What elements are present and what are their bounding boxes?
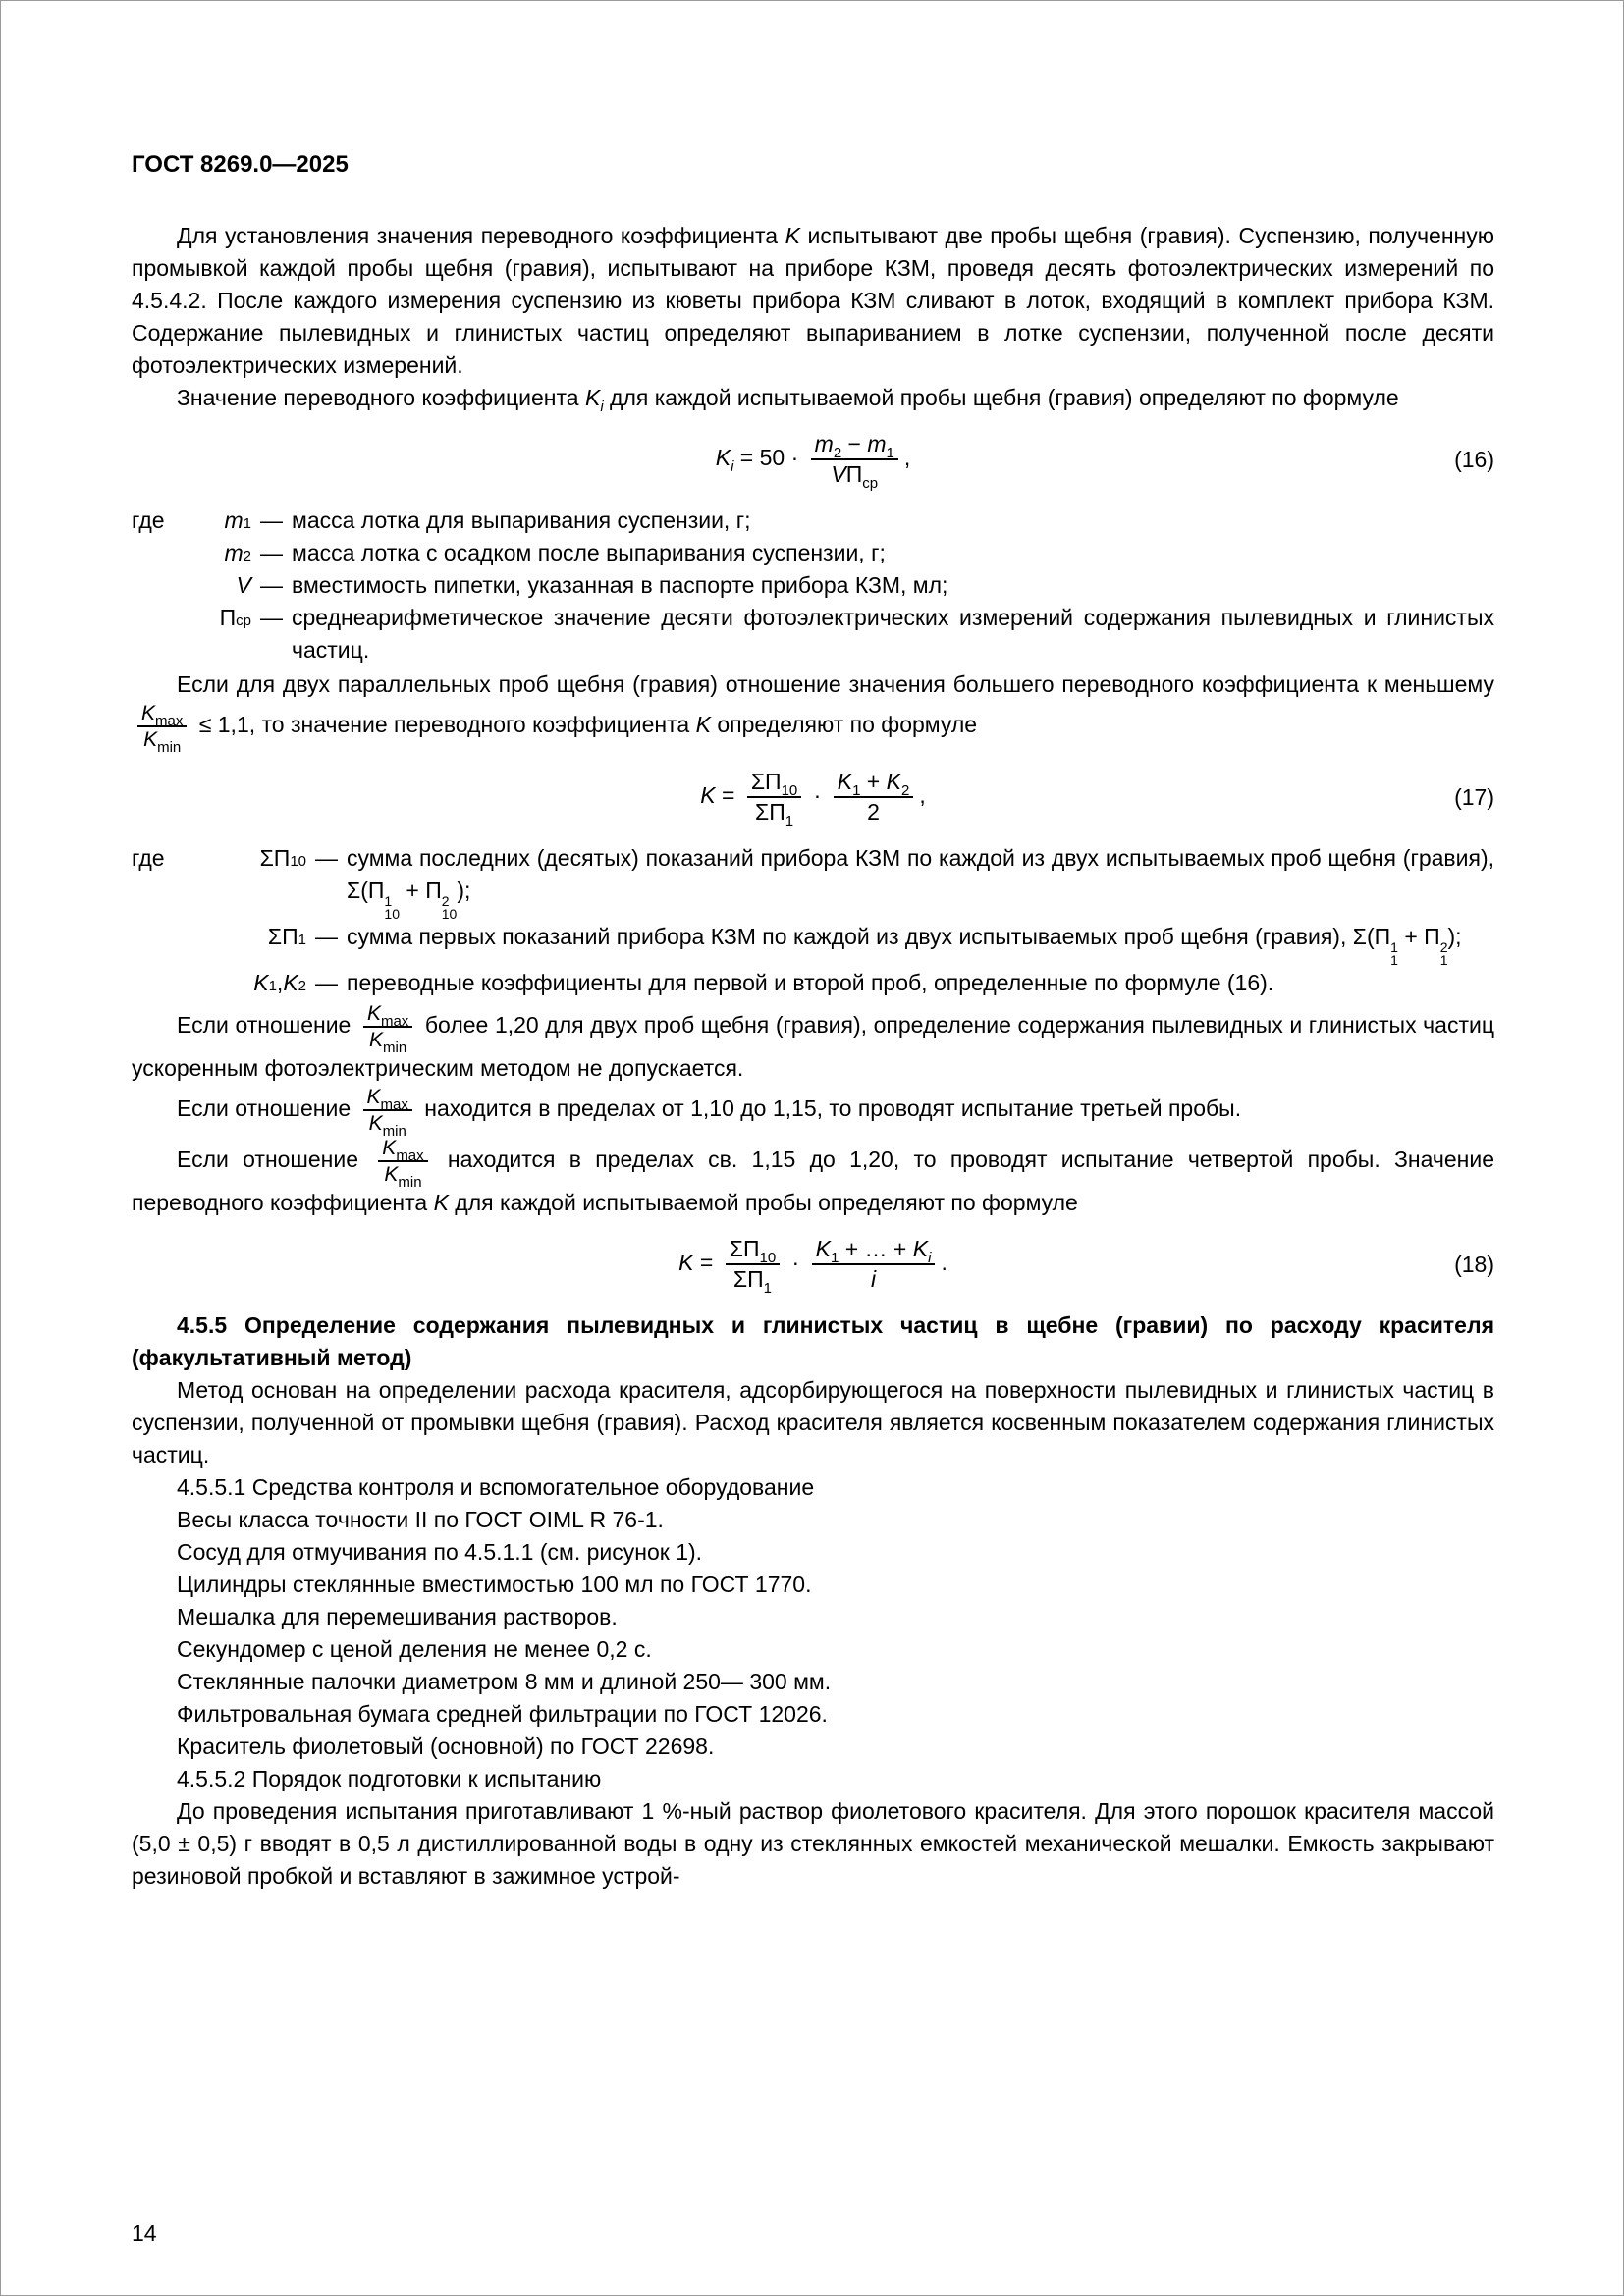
subsection-heading-4-5-5-2: 4.5.5.2 Порядок подготовки к испытанию — [177, 1766, 602, 1791]
sub-10: 10 — [759, 1250, 777, 1266]
var-K: K — [584, 385, 601, 410]
sub-max: max — [396, 1148, 424, 1164]
sup-2: 2 — [1439, 939, 1448, 955]
plus-operator: + П — [400, 878, 442, 903]
var-K: K — [695, 712, 711, 738]
equipment-line: Весы класса точности II по ГОСТ OIML R 76-1. — [177, 1507, 664, 1532]
var-K: K — [700, 782, 716, 809]
var-K: K — [143, 728, 158, 751]
text-run: Если отношение — [177, 1095, 357, 1122]
text-run: Если для двух параллельных проб щебня (гравия) отношение значения большего переводного коэффициента к меньшему — [177, 671, 1494, 697]
dash: — — [315, 845, 338, 871]
ellipsis-operator: + … + — [839, 1236, 913, 1261]
definition-term: где ΣП 10 — [132, 842, 306, 875]
var-sigma-P: ΣП — [729, 1236, 760, 1261]
text-run: находится в пределах св. 1,15 до 1,20, то проводят испытание четвертой пробы. Значение переводного коэффициента — [132, 1147, 1494, 1215]
formula-17 — [132, 768, 1494, 827]
sub-i: i — [928, 1250, 932, 1266]
fraction-denominator — [867, 1265, 880, 1294]
sup-1: 1 — [384, 893, 393, 909]
text-run: Значение переводного коэффициента — [177, 385, 585, 410]
var-sigma-P: ΣП — [755, 799, 785, 825]
sub-1: 1 — [830, 1250, 839, 1266]
dot-operator: · — [807, 782, 828, 809]
paragraph-ratio-above-120 — [132, 1001, 1494, 1085]
var-i: i — [870, 1266, 877, 1292]
var-K: K — [253, 970, 269, 995]
dot-operator: · — [785, 1250, 806, 1276]
comma: , — [276, 970, 284, 995]
var-K: K — [785, 223, 800, 248]
sub-max: max — [380, 1096, 408, 1113]
definition-term — [132, 569, 251, 602]
var-K: K — [141, 702, 156, 724]
fraction-denominator — [751, 798, 797, 827]
formula-17-number: (17) — [1454, 783, 1494, 810]
page-number: 14 — [132, 2220, 157, 2246]
fraction-denominator — [139, 727, 185, 756]
equipment-line: Стеклянные палочки диаметром 8 мм и длиной 250— 300 мм. — [177, 1669, 832, 1694]
plus-operator: + П — [1397, 924, 1440, 949]
definition-text — [347, 842, 1494, 921]
var-K: K — [678, 1250, 694, 1276]
sigma-expression: Σ(П — [1352, 924, 1391, 949]
definition-term: m 2 — [132, 537, 251, 569]
definition-text: среднеарифметическое значение десяти фотоэлектрических измерений содержания пылевидных и глинистых частиц. — [292, 605, 1494, 663]
text-run: более 1,20 для двух проб щебня (гравия), определение содержания пылевидных и глинистых частиц ускоренным фотоэлектрическим методом не допускается. — [132, 1012, 1494, 1081]
text-run: находится в пределах от 1,10 до 1,15, то проводят испытание третьей пробы. — [417, 1095, 1242, 1122]
sub-10: 10 — [781, 782, 798, 799]
text-run: сумма последних (десятых) показаний прибора КЗМ по каждой из двух испытываемых проб щебня (гравия), — [347, 845, 1494, 871]
supsub-P-2-10 — [442, 895, 458, 921]
fraction-numerator — [363, 1001, 412, 1028]
var-K: K — [912, 1236, 929, 1261]
paragraph-preparation: До проведения испытания приготавливают 1 %-ный раствор фиолетового красителя. Для этого порошок красителя массой (5,0 ± 0,5) г вводят в 0,5 л дистиллированной воды в одну из стеклянных емкостей механической мешалки. Емкость закрывают резиновой пробкой и вставляют в зажимное устрой- — [132, 1798, 1494, 1889]
dash: — — [260, 572, 283, 598]
var-m: m — [224, 507, 244, 533]
definition-text — [347, 921, 1494, 967]
fraction-numerator — [812, 1235, 936, 1265]
text-run: сумма первых показаний прибора КЗМ по каждой из двух испытываемых проб щебня (гравия), — [347, 924, 1353, 949]
var-K: K — [384, 1163, 399, 1186]
definition-item — [132, 921, 1494, 967]
definition-item — [132, 537, 1494, 569]
operator: = 50 · — [733, 445, 805, 471]
definition-item — [132, 602, 1494, 667]
fraction — [747, 768, 801, 827]
equipment-line: Мешалка для перемешивания растворов. — [177, 1604, 618, 1629]
sub-2: 2 — [900, 782, 910, 799]
sub-i: i — [600, 399, 604, 415]
definition-term: П ср — [132, 602, 251, 634]
sub-10: 10 — [384, 906, 400, 922]
var-K: K — [283, 970, 298, 995]
punctuation: ); — [1447, 924, 1462, 949]
var-K: K — [886, 769, 901, 794]
operator: = — [693, 1250, 720, 1276]
var-sigma-P: ΣП — [259, 845, 291, 871]
text-run: испытывают две пробы щебня (гравия). Суспензию, полученную промывкой каждой пробы щебня (гравия), испытывают на приборе КЗМ, проведя десять фотоэлектрических измерений по 4.5.4.2. После каждого измерения суспензию из кюветы прибора КЗМ сливают в лоток, входящий в комплект прибора КЗМ. Содержание пылевидных и глинистых частиц определяют выпариванием в лотке суспензии, полученной после десяти фотоэлектрических измерений. — [132, 223, 1494, 378]
paragraph-ki-definition — [132, 382, 1494, 414]
definition-item — [132, 505, 1494, 537]
var-V: V — [831, 461, 846, 487]
var-K: K — [366, 1002, 381, 1025]
equipment-line: Краситель фиолетовый (основной) по ГОСТ 22698. — [177, 1734, 715, 1759]
sigma-expression: Σ(П — [347, 878, 385, 903]
supsub-P-1-1 — [1390, 941, 1398, 967]
fraction — [811, 430, 898, 492]
var-K: K — [815, 1236, 831, 1261]
text-run: для каждой испытываемой пробы щебня (гравия) определяют по формуле — [603, 385, 1399, 410]
var-K: K — [837, 769, 853, 794]
sub-max: max — [155, 713, 184, 729]
paragraph-method-basis: Метод основан на определении расхода красителя, адсорбирующегося на поверхности пылевидных и глинистых частиц в суспензии, полученной от промывки щебня (гравия). Расход красителя является косвенным показателем содержания глинистых частиц. — [132, 1377, 1494, 1468]
sub-2: 2 — [833, 445, 842, 461]
definition-term: ΣП 1 — [132, 921, 306, 953]
formula-16-body — [210, 430, 1416, 492]
sub-1: 1 — [1439, 952, 1448, 968]
text-run: определяют по формуле — [710, 712, 978, 738]
sub-1: 1 — [1390, 952, 1398, 968]
dash: — — [315, 924, 338, 949]
fraction-denominator: 2 — [867, 799, 880, 825]
sub-min: min — [157, 739, 182, 756]
var-K: K — [382, 1137, 397, 1159]
fraction-numerator — [363, 1085, 412, 1111]
definition-item — [132, 569, 1494, 602]
sub-1: 1 — [852, 782, 861, 799]
fraction — [834, 768, 914, 827]
supsub-P-2-1 — [1440, 941, 1448, 967]
fraction-numerator — [726, 1235, 780, 1265]
var-K: K — [368, 1112, 383, 1135]
definition-term: K 1 , K 2 — [132, 967, 306, 999]
fraction-numerator — [137, 701, 187, 727]
formula-18 — [132, 1235, 1494, 1297]
sub-sr: ср — [862, 475, 879, 492]
text-run: Для установления значения переводного коэффициента — [177, 223, 785, 248]
sub-1: 1 — [763, 1280, 772, 1297]
kmax-kmin-fraction — [363, 1085, 412, 1140]
text-run: ≤ 1,1, то значение переводного коэффициента — [192, 712, 696, 738]
sub-min: min — [398, 1174, 422, 1191]
fraction-denominator — [380, 1162, 425, 1191]
sub-max: max — [380, 1013, 409, 1030]
paragraph-conversion-intro — [132, 220, 1494, 382]
fraction-numerator — [834, 768, 914, 798]
definition-text: масса лотка с осадком после выпаривания суспензии, г; — [292, 540, 886, 565]
supsub-P-1-10 — [384, 895, 400, 921]
var-m: m — [814, 431, 834, 456]
paragraph-ratio-condition — [132, 668, 1494, 756]
var-K: K — [369, 1029, 384, 1051]
definitions-list-16 — [132, 505, 1494, 667]
plus-operator: + — [860, 769, 887, 794]
equipment-line: Фильтровальная бумага средней фильтрации по ГОСТ 12026. — [177, 1701, 828, 1727]
sub-min: min — [383, 1040, 407, 1056]
sub-min: min — [382, 1123, 406, 1140]
sub-i: i — [731, 458, 734, 476]
definition-term: где m 1 — [132, 505, 251, 537]
formula-18-number: (18) — [1454, 1251, 1494, 1277]
sub-10: 10 — [441, 906, 458, 922]
sub-1: 1 — [785, 813, 794, 829]
fraction-numerator — [811, 430, 898, 460]
section-heading-4-5-5: 4.5.5 Определение содержания пылевидных и глинистых частиц в щебне (гравии) по расходу красителя (факультативный метод) — [132, 1312, 1494, 1370]
definitions-list-17 — [132, 842, 1494, 999]
text-run: Если отношение — [177, 1012, 357, 1039]
equipment-line: Цилиндры стеклянные вместимостью 100 мл по ГОСТ 1770. — [177, 1572, 812, 1597]
formula-17-body — [210, 768, 1416, 827]
punctuation: . — [941, 1250, 947, 1276]
var-m: m — [224, 540, 244, 565]
var-K: K — [715, 445, 731, 471]
definition-text: вместимость пипетки, указанная в паспорте прибора КЗМ, мл; — [292, 572, 948, 598]
fraction-denominator — [827, 460, 882, 492]
paragraph-ratio-110-115 — [132, 1085, 1494, 1140]
fraction-denominator — [365, 1111, 410, 1140]
definition-text: переводные коэффициенты для первой и второй проб, определенные по формуле (16). — [347, 970, 1274, 995]
text-run: Если отношение — [177, 1147, 373, 1173]
punctuation: ); — [457, 878, 471, 903]
sub-1: 1 — [886, 445, 894, 461]
var-m: m — [867, 431, 887, 456]
fraction-numerator — [747, 768, 801, 798]
dash: — — [260, 540, 283, 565]
sup-2: 2 — [441, 893, 450, 909]
kmax-kmin-fraction — [363, 1001, 412, 1056]
var-P: П — [219, 605, 237, 630]
var-K: K — [366, 1086, 381, 1108]
var-K: K — [433, 1190, 449, 1215]
doc-number-header: ГОСТ 8269.0—2025 — [132, 151, 349, 178]
formula-16-number: (16) — [1454, 446, 1494, 472]
definition-text: масса лотка для выпаривания суспензии, г; — [292, 507, 751, 533]
subsection-heading-4-5-5-1: 4.5.5.1 Средства контроля и вспомогательное оборудование — [177, 1474, 815, 1500]
dash: — — [260, 507, 283, 533]
var-sigma-P: ΣП — [267, 924, 298, 949]
formula-18-body — [210, 1235, 1416, 1297]
var-V: V — [236, 572, 251, 598]
definition-item — [132, 967, 1494, 999]
var-P: П — [845, 461, 863, 487]
equipment-line: Секундомер с ценой деления не менее 0,2 с. — [177, 1636, 652, 1662]
paragraph-ratio-115-120 — [132, 1136, 1494, 1219]
where-label: где — [132, 845, 165, 871]
equipment-line: Сосуд для отмучивания по 4.5.1.1 (см. рисунок 1). — [177, 1539, 703, 1565]
dash: — — [315, 970, 338, 995]
fraction — [726, 1235, 780, 1297]
operator: = — [715, 782, 741, 809]
sup-1: 1 — [1390, 939, 1398, 955]
fraction-denominator — [730, 1265, 776, 1297]
punctuation: , — [919, 782, 926, 809]
fraction-denominator — [365, 1028, 410, 1056]
text-run: для каждой испытываемой пробы определяют по формуле — [448, 1190, 1078, 1215]
kmax-kmin-fraction — [378, 1136, 427, 1191]
kmax-kmin-fraction — [137, 701, 187, 756]
var-sigma-P: ΣП — [732, 1266, 764, 1292]
minus-operator: − — [841, 431, 868, 456]
fraction — [812, 1235, 936, 1294]
where-label: где — [132, 507, 165, 533]
var-sigma-P: ΣП — [750, 769, 782, 794]
fraction-numerator — [378, 1136, 427, 1162]
punctuation: , — [903, 445, 911, 471]
definition-item — [132, 842, 1494, 921]
dash: — — [260, 605, 283, 630]
formula-16 — [132, 430, 1494, 492]
